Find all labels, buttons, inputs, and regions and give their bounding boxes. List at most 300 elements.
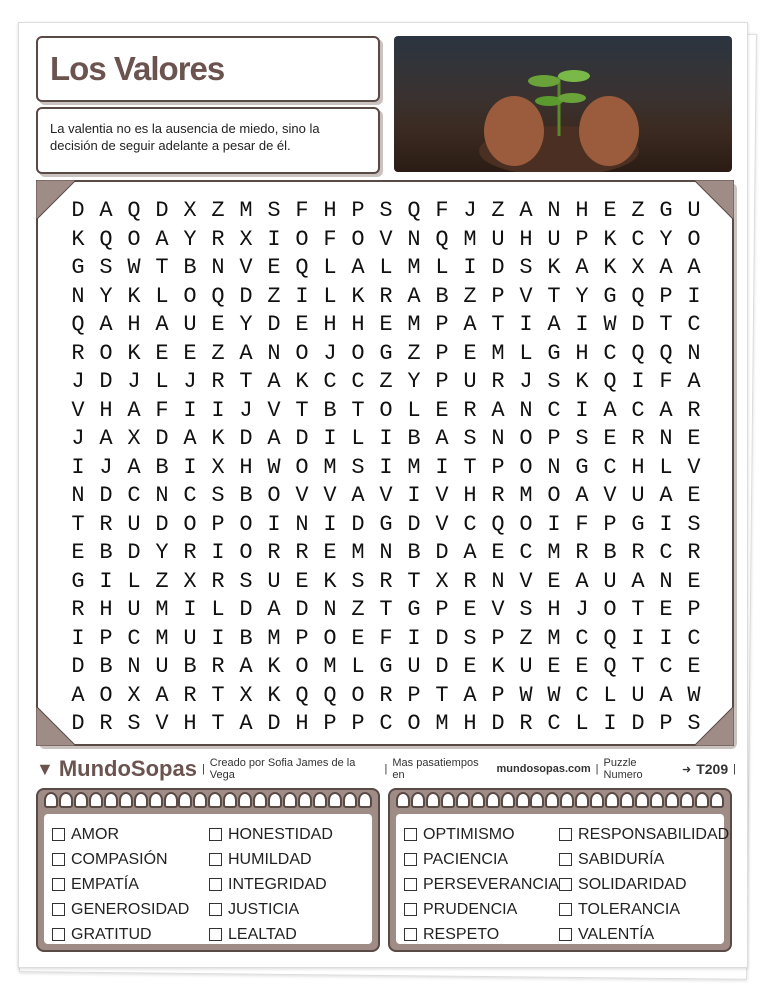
word-item[interactable]: [52, 922, 209, 947]
grid-letter[interactable]: N: [267, 340, 281, 366]
grid-letter[interactable]: X: [631, 255, 645, 280]
grid-letter[interactable]: J: [323, 340, 337, 366]
grid-letter[interactable]: W: [603, 312, 617, 337]
grid-letter[interactable]: Q: [631, 283, 645, 309]
grid-letter[interactable]: M: [407, 312, 421, 337]
grid-letter[interactable]: K: [575, 369, 589, 394]
checkbox[interactable]: [404, 853, 417, 866]
grid-letter[interactable]: O: [323, 625, 337, 651]
grid-letter[interactable]: T: [295, 397, 309, 423]
grid-letter[interactable]: G: [71, 568, 85, 594]
grid-letter[interactable]: B: [183, 654, 197, 679]
grid-letter[interactable]: A: [659, 255, 673, 280]
grid-letter[interactable]: E: [379, 312, 393, 337]
grid-letter[interactable]: H: [463, 483, 477, 508]
checkbox[interactable]: [404, 903, 417, 916]
grid-letter[interactable]: S: [267, 198, 281, 223]
grid-letter[interactable]: C: [603, 454, 617, 480]
grid-letter[interactable]: O: [183, 511, 197, 537]
grid-letter[interactable]: V: [491, 597, 505, 622]
grid-letter[interactable]: L: [323, 255, 337, 280]
grid-letter[interactable]: I: [211, 397, 225, 423]
grid-letter[interactable]: R: [99, 511, 113, 537]
grid-letter[interactable]: A: [127, 397, 141, 423]
grid-letter[interactable]: U: [491, 226, 505, 252]
grid-letter[interactable]: K: [603, 255, 617, 280]
grid-letter[interactable]: U: [127, 597, 141, 622]
grid-letter[interactable]: R: [71, 597, 85, 622]
grid-letter[interactable]: R: [267, 540, 281, 565]
grid-letter[interactable]: Z: [155, 568, 169, 594]
grid-letter[interactable]: A: [155, 682, 169, 708]
grid-letter[interactable]: D: [71, 198, 85, 223]
grid-letter[interactable]: P: [323, 711, 337, 736]
grid-letter[interactable]: E: [603, 426, 617, 451]
grid-letter[interactable]: I: [323, 426, 337, 451]
grid-letter[interactable]: A: [99, 426, 113, 451]
grid-letter[interactable]: I: [687, 283, 701, 309]
grid-letter[interactable]: L: [155, 369, 169, 394]
grid-letter[interactable]: I: [379, 426, 393, 451]
grid-letter[interactable]: R: [211, 226, 225, 252]
grid-letter[interactable]: D: [99, 483, 113, 508]
grid-letter[interactable]: B: [183, 255, 197, 280]
grid-letter[interactable]: G: [379, 340, 393, 366]
grid-letter[interactable]: N: [379, 540, 393, 565]
grid-letter[interactable]: D: [99, 369, 113, 394]
grid-letter[interactable]: O: [519, 454, 533, 480]
grid-letter[interactable]: C: [603, 340, 617, 366]
grid-letter[interactable]: A: [631, 568, 645, 594]
grid-letter[interactable]: E: [267, 255, 281, 280]
grid-letter[interactable]: D: [407, 511, 421, 537]
grid-letter[interactable]: R: [71, 340, 85, 366]
grid-letter[interactable]: T: [211, 711, 225, 736]
grid-letter[interactable]: Z: [491, 198, 505, 223]
grid-letter[interactable]: G: [659, 198, 673, 223]
grid-letter[interactable]: U: [687, 198, 701, 223]
grid-letter[interactable]: I: [659, 511, 673, 537]
grid-letter[interactable]: P: [687, 597, 701, 622]
grid-letter[interactable]: M: [435, 711, 449, 736]
grid-letter[interactable]: Q: [659, 340, 673, 366]
grid-letter[interactable]: Q: [127, 198, 141, 223]
grid-letter[interactable]: J: [71, 426, 85, 451]
grid-letter[interactable]: E: [687, 654, 701, 679]
word-item[interactable]: [404, 897, 559, 922]
grid-letter[interactable]: H: [99, 397, 113, 423]
grid-letter[interactable]: S: [351, 568, 365, 594]
grid-letter[interactable]: R: [687, 540, 701, 565]
checkbox[interactable]: [209, 853, 222, 866]
grid-letter[interactable]: O: [295, 654, 309, 679]
grid-letter[interactable]: O: [351, 340, 365, 366]
grid-letter[interactable]: S: [463, 426, 477, 451]
grid-letter[interactable]: V: [295, 483, 309, 508]
grid-letter[interactable]: S: [239, 568, 253, 594]
grid-letter[interactable]: Z: [267, 283, 281, 309]
grid-letter[interactable]: K: [267, 654, 281, 679]
grid-letter[interactable]: N: [295, 511, 309, 537]
word-item[interactable]: [52, 822, 209, 847]
word-item[interactable]: [559, 847, 729, 872]
grid-letter[interactable]: T: [463, 454, 477, 480]
grid-letter[interactable]: P: [659, 711, 673, 736]
grid-letter[interactable]: J: [519, 369, 533, 394]
grid-letter[interactable]: A: [491, 397, 505, 423]
grid-letter[interactable]: U: [267, 568, 281, 594]
grid-letter[interactable]: A: [183, 426, 197, 451]
grid-letter[interactable]: N: [323, 597, 337, 622]
grid-letter[interactable]: R: [631, 426, 645, 451]
grid-letter[interactable]: M: [491, 340, 505, 366]
grid-letter[interactable]: K: [211, 426, 225, 451]
grid-letter[interactable]: K: [547, 255, 561, 280]
grid-letter[interactable]: R: [379, 682, 393, 708]
grid-letter[interactable]: J: [127, 369, 141, 394]
grid-letter[interactable]: S: [127, 711, 141, 736]
checkbox[interactable]: [559, 878, 572, 891]
grid-letter[interactable]: C: [323, 369, 337, 394]
grid-letter[interactable]: N: [547, 198, 561, 223]
grid-letter[interactable]: F: [155, 397, 169, 423]
grid-letter[interactable]: O: [407, 711, 421, 736]
grid-letter[interactable]: F: [435, 198, 449, 223]
grid-letter[interactable]: E: [351, 625, 365, 651]
grid-letter[interactable]: U: [407, 654, 421, 679]
grid-letter[interactable]: C: [575, 625, 589, 651]
grid-letter[interactable]: O: [295, 226, 309, 252]
grid-letter[interactable]: A: [603, 397, 617, 423]
grid-letter[interactable]: R: [295, 540, 309, 565]
grid-letter[interactable]: E: [659, 597, 673, 622]
grid-letter[interactable]: H: [127, 312, 141, 337]
grid-letter[interactable]: A: [575, 483, 589, 508]
grid-letter[interactable]: A: [155, 312, 169, 337]
grid-letter[interactable]: N: [491, 426, 505, 451]
grid-letter[interactable]: A: [659, 682, 673, 708]
grid-letter[interactable]: D: [435, 540, 449, 565]
grid-letter[interactable]: Y: [575, 283, 589, 309]
grid-letter[interactable]: B: [323, 397, 337, 423]
grid-letter[interactable]: R: [519, 711, 533, 736]
grid-letter[interactable]: P: [575, 226, 589, 252]
grid-letter[interactable]: H: [183, 711, 197, 736]
checkbox[interactable]: [559, 928, 572, 941]
grid-letter[interactable]: N: [519, 397, 533, 423]
grid-letter[interactable]: P: [435, 369, 449, 394]
grid-letter[interactable]: Y: [99, 283, 113, 309]
grid-letter[interactable]: G: [631, 511, 645, 537]
grid-letter[interactable]: D: [71, 654, 85, 679]
grid-letter[interactable]: G: [603, 283, 617, 309]
grid-letter[interactable]: L: [351, 426, 365, 451]
grid-letter[interactable]: Q: [211, 283, 225, 309]
checkbox[interactable]: [209, 828, 222, 841]
grid-letter[interactable]: U: [631, 483, 645, 508]
grid-letter[interactable]: Q: [99, 226, 113, 252]
word-item[interactable]: [209, 822, 366, 847]
grid-letter[interactable]: J: [463, 198, 477, 223]
grid-letter[interactable]: U: [127, 511, 141, 537]
grid-letter[interactable]: X: [435, 568, 449, 594]
grid-letter[interactable]: O: [351, 226, 365, 252]
grid-letter[interactable]: B: [99, 654, 113, 679]
grid-letter[interactable]: V: [519, 568, 533, 594]
grid-letter[interactable]: C: [379, 711, 393, 736]
grid-letter[interactable]: O: [183, 283, 197, 309]
grid-letter[interactable]: X: [127, 682, 141, 708]
grid-letter[interactable]: A: [687, 255, 701, 280]
grid-letter[interactable]: X: [239, 226, 253, 252]
grid-letter[interactable]: E: [687, 568, 701, 594]
grid-letter[interactable]: W: [127, 255, 141, 280]
grid-letter[interactable]: N: [687, 340, 701, 366]
grid-letter[interactable]: Z: [211, 340, 225, 366]
grid-letter[interactable]: J: [183, 369, 197, 394]
grid-letter[interactable]: E: [547, 654, 561, 679]
grid-letter[interactable]: O: [295, 454, 309, 480]
grid-letter[interactable]: S: [547, 369, 561, 394]
word-item[interactable]: [559, 922, 729, 947]
word-item[interactable]: [404, 872, 559, 897]
grid-letter[interactable]: X: [183, 568, 197, 594]
grid-letter[interactable]: B: [155, 454, 169, 480]
grid-letter[interactable]: R: [379, 283, 393, 309]
grid-letter[interactable]: J: [99, 454, 113, 480]
grid-letter[interactable]: G: [379, 511, 393, 537]
grid-letter[interactable]: P: [99, 625, 113, 651]
grid-letter[interactable]: C: [659, 654, 673, 679]
grid-letter[interactable]: P: [435, 312, 449, 337]
grid-letter[interactable]: S: [99, 255, 113, 280]
word-item[interactable]: [209, 872, 366, 897]
grid-letter[interactable]: J: [239, 397, 253, 423]
grid-letter[interactable]: A: [519, 198, 533, 223]
grid-letter[interactable]: J: [575, 597, 589, 622]
checkbox[interactable]: [404, 878, 417, 891]
grid-letter[interactable]: R: [211, 369, 225, 394]
word-item[interactable]: [209, 922, 366, 947]
grid-letter[interactable]: H: [519, 226, 533, 252]
checkbox[interactable]: [52, 853, 65, 866]
grid-letter[interactable]: H: [295, 711, 309, 736]
grid-letter[interactable]: H: [323, 198, 337, 223]
grid-letter[interactable]: A: [547, 312, 561, 337]
grid-letter[interactable]: T: [659, 312, 673, 337]
grid-letter[interactable]: H: [323, 312, 337, 337]
grid-letter[interactable]: J: [71, 369, 85, 394]
checkbox[interactable]: [404, 928, 417, 941]
grid-letter[interactable]: O: [519, 426, 533, 451]
grid-letter[interactable]: S: [519, 597, 533, 622]
grid-letter[interactable]: D: [239, 283, 253, 309]
grid-letter[interactable]: R: [463, 568, 477, 594]
grid-letter[interactable]: H: [239, 454, 253, 480]
grid-letter[interactable]: U: [155, 654, 169, 679]
grid-letter[interactable]: D: [239, 426, 253, 451]
grid-letter[interactable]: I: [183, 454, 197, 480]
grid-letter[interactable]: B: [99, 540, 113, 565]
grid-letter[interactable]: E: [463, 654, 477, 679]
grid-letter[interactable]: H: [99, 597, 113, 622]
grid-letter[interactable]: A: [155, 226, 169, 252]
grid-letter[interactable]: R: [183, 682, 197, 708]
grid-letter[interactable]: F: [295, 198, 309, 223]
grid-letter[interactable]: E: [295, 312, 309, 337]
grid-letter[interactable]: K: [491, 654, 505, 679]
grid-letter[interactable]: H: [631, 454, 645, 480]
grid-letter[interactable]: R: [491, 483, 505, 508]
grid-letter[interactable]: L: [127, 568, 141, 594]
grid-letter[interactable]: I: [407, 625, 421, 651]
grid-letter[interactable]: P: [211, 511, 225, 537]
grid-letter[interactable]: M: [155, 625, 169, 651]
grid-letter[interactable]: N: [211, 255, 225, 280]
word-item[interactable]: [52, 897, 209, 922]
grid-letter[interactable]: B: [407, 426, 421, 451]
grid-letter[interactable]: D: [71, 711, 85, 736]
word-item[interactable]: [559, 897, 729, 922]
grid-letter[interactable]: O: [687, 226, 701, 252]
grid-letter[interactable]: D: [295, 597, 309, 622]
grid-letter[interactable]: O: [603, 597, 617, 622]
checkbox[interactable]: [209, 878, 222, 891]
grid-letter[interactable]: U: [183, 625, 197, 651]
grid-letter[interactable]: Y: [659, 226, 673, 252]
grid-letter[interactable]: Q: [435, 226, 449, 252]
grid-letter[interactable]: Q: [603, 369, 617, 394]
grid-letter[interactable]: K: [295, 369, 309, 394]
grid-letter[interactable]: I: [183, 597, 197, 622]
grid-letter[interactable]: O: [239, 540, 253, 565]
grid-letter[interactable]: H: [547, 597, 561, 622]
grid-letter[interactable]: V: [379, 483, 393, 508]
grid-letter[interactable]: I: [379, 454, 393, 480]
checkbox[interactable]: [209, 903, 222, 916]
grid-letter[interactable]: R: [491, 369, 505, 394]
grid-letter[interactable]: M: [323, 454, 337, 480]
grid-letter[interactable]: R: [687, 397, 701, 423]
grid-letter[interactable]: E: [463, 340, 477, 366]
grid-letter[interactable]: P: [435, 340, 449, 366]
grid-letter[interactable]: Q: [295, 682, 309, 708]
grid-letter[interactable]: V: [379, 226, 393, 252]
grid-letter[interactable]: C: [127, 625, 141, 651]
grid-letter[interactable]: R: [183, 540, 197, 565]
word-item[interactable]: [209, 847, 366, 872]
grid-letter[interactable]: Q: [323, 682, 337, 708]
grid-letter[interactable]: M: [267, 625, 281, 651]
grid-letter[interactable]: P: [351, 198, 365, 223]
grid-letter[interactable]: A: [463, 540, 477, 565]
grid-letter[interactable]: C: [519, 540, 533, 565]
grid-letter[interactable]: U: [183, 312, 197, 337]
grid-letter[interactable]: N: [71, 483, 85, 508]
grid-letter[interactable]: C: [687, 312, 701, 337]
grid-letter[interactable]: Q: [407, 198, 421, 223]
grid-letter[interactable]: A: [267, 369, 281, 394]
grid-letter[interactable]: M: [463, 226, 477, 252]
grid-letter[interactable]: N: [155, 483, 169, 508]
grid-letter[interactable]: O: [239, 511, 253, 537]
grid-letter[interactable]: A: [99, 312, 113, 337]
grid-letter[interactable]: R: [211, 654, 225, 679]
grid-letter[interactable]: O: [547, 483, 561, 508]
grid-letter[interactable]: G: [71, 255, 85, 280]
grid-letter[interactable]: M: [351, 540, 365, 565]
grid-letter[interactable]: N: [491, 568, 505, 594]
grid-letter[interactable]: K: [603, 226, 617, 252]
grid-letter[interactable]: R: [463, 397, 477, 423]
grid-letter[interactable]: S: [351, 454, 365, 480]
grid-letter[interactable]: K: [267, 682, 281, 708]
grid-letter[interactable]: M: [323, 654, 337, 679]
grid-letter[interactable]: N: [407, 226, 421, 252]
grid-letter[interactable]: F: [575, 511, 589, 537]
grid-letter[interactable]: P: [603, 511, 617, 537]
grid-letter[interactable]: A: [575, 255, 589, 280]
grid-letter[interactable]: D: [239, 597, 253, 622]
grid-letter[interactable]: N: [127, 654, 141, 679]
grid-letter[interactable]: L: [435, 255, 449, 280]
grid-letter[interactable]: W: [687, 682, 701, 708]
grid-letter[interactable]: M: [239, 198, 253, 223]
grid-letter[interactable]: M: [155, 597, 169, 622]
grid-letter[interactable]: A: [687, 369, 701, 394]
grid-letter[interactable]: Q: [603, 625, 617, 651]
grid-letter[interactable]: B: [407, 540, 421, 565]
grid-letter[interactable]: E: [295, 568, 309, 594]
grid-letter[interactable]: A: [267, 597, 281, 622]
grid-letter[interactable]: C: [547, 397, 561, 423]
grid-letter[interactable]: I: [99, 568, 113, 594]
grid-letter[interactable]: D: [127, 540, 141, 565]
grid-letter[interactable]: P: [491, 625, 505, 651]
grid-letter[interactable]: F: [659, 369, 673, 394]
grid-letter[interactable]: E: [155, 340, 169, 366]
grid-letter[interactable]: O: [99, 340, 113, 366]
grid-letter[interactable]: U: [519, 654, 533, 679]
grid-letter[interactable]: T: [351, 397, 365, 423]
grid-letter[interactable]: C: [631, 397, 645, 423]
word-item[interactable]: [404, 922, 559, 947]
grid-letter[interactable]: B: [435, 283, 449, 309]
grid-letter[interactable]: H: [575, 198, 589, 223]
grid-letter[interactable]: A: [463, 312, 477, 337]
checkbox[interactable]: [52, 903, 65, 916]
checkbox[interactable]: [559, 903, 572, 916]
grid-letter[interactable]: D: [295, 426, 309, 451]
grid-letter[interactable]: Y: [407, 369, 421, 394]
grid-letter[interactable]: I: [407, 483, 421, 508]
grid-letter[interactable]: A: [71, 682, 85, 708]
grid-letter[interactable]: A: [463, 682, 477, 708]
grid-letter[interactable]: S: [519, 255, 533, 280]
grid-letter[interactable]: V: [155, 711, 169, 736]
checkbox[interactable]: [559, 828, 572, 841]
grid-letter[interactable]: M: [519, 483, 533, 508]
grid-letter[interactable]: D: [267, 312, 281, 337]
grid-letter[interactable]: S: [379, 198, 393, 223]
grid-letter[interactable]: W: [267, 454, 281, 480]
grid-letter[interactable]: C: [547, 711, 561, 736]
grid-letter[interactable]: L: [575, 711, 589, 736]
grid-letter[interactable]: A: [351, 255, 365, 280]
grid-letter[interactable]: P: [491, 682, 505, 708]
grid-letter[interactable]: N: [659, 426, 673, 451]
grid-letter[interactable]: T: [631, 654, 645, 679]
